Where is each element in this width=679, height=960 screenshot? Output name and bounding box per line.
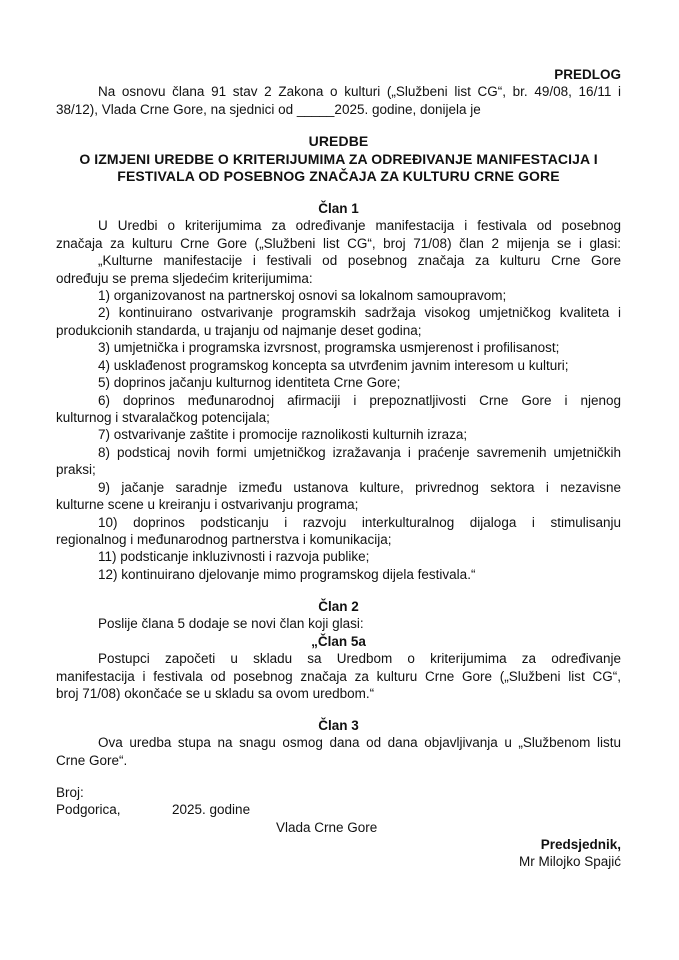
criterion-6-cont: kulturnog i stvaralačkog potencijala; [56,410,270,425]
article-2-intro: Poslije člana 5 dodaje se novi član koji glasi: [98,616,364,631]
article-2-heading: Član 2 [318,599,359,614]
criterion-6: 6) doprinos međunarodnoj afirmaciji i prepoznatljivosti Crne Gore i njenog [98,393,621,408]
preamble-line-1: Na osnovu člana 91 stav 2 Zakona o kulturi („Službeni list CG“, br. 49/08, 16/11 i [98,84,621,99]
place-label: Podgorica, [56,802,121,817]
issuer: Vlada Crne Gore [276,820,378,835]
signatory-name: Mr Milojko Spajić [518,854,621,869]
criterion-2-cont: produkcionih standarda, u trajanju od najmanje deset godina; [56,323,422,338]
decree-title-line-2: O IZMJENI UREDBE O KRITERIJUMIMA ZA ODREĐIVANJE MANIFESTACIJA I [79,151,598,167]
article-3-line: Ova uredba stupa na snagu osmog dana od dana objavljivanja u „Službenom listu [98,735,621,750]
article-2-line: broj 71/08) okončaće se u skladu sa ovom uredbom.“ [56,686,375,701]
document-number-label: Broj: [56,785,84,800]
article-1-line: značaja za kulturu Crne Gore („Službeni list CG“, broj 71/08) član 2 mijenja se i glasi: [56,236,621,251]
article-2-line: Postupci započeti u skladu sa Uredbom o kriterijumima za određivanje [98,651,621,666]
decree-title-line-1: UREDBE [308,133,369,149]
criterion-11: 11) podsticanje inkluzivnosti i razvoja publike; [98,549,370,564]
article-1-line: U Uredbi o kriterijumima za određivanje manifestacija i festivala od posebnog [98,218,621,233]
article-3-heading: Član 3 [318,718,359,733]
article-1-line: „Kulturne manifestacije i festivali od posebnog značaja za kulturu Crne Gore [98,253,621,268]
preamble-line-2: 38/12), Vlada Crne Gore, na sjednici od _____2025. godine, donijela je [56,102,481,117]
criterion-10: 10) doprinos podsticanju i razvoju interkulturalnog dijaloga i stimulisanju [98,515,621,530]
criterion-4: 4) usklađenost programskog koncepta sa utvrđenim javnim interesom u kulturi; [98,358,569,373]
criterion-12: 12) kontinuirano djelovanje mimo programskog dijela festivala.“ [98,567,476,582]
criterion-3: 3) umjetnička i programska izvrsnost, programska usmjerenost i profilisanost; [98,340,560,355]
criterion-7: 7) ostvarivanje zaštite i promocije raznolikosti kulturnih izraza; [98,427,468,442]
criterion-9-cont: kulturne scene u kreiranju i ostvarivanju programa; [56,497,359,512]
criterion-2: 2) kontinuirano ostvarivanje programskih sadržaja visokog umjetničkog kvaliteta i [98,305,621,320]
criterion-8: 8) podsticaj novih formi umjetničkog izražavanja i praćenje savremenih umjetničkih [98,445,621,460]
article-3-line: Crne Gore“. [56,753,128,768]
date-label: 2025. godine [172,802,251,817]
criterion-8-cont: praksi; [56,462,96,477]
article-1-line: određuju se prema sljedećim kriterijumima: [56,271,313,286]
decree-title-line-3: FESTIVALA OD POSEBNOG ZNAČAJA ZA KULTURU CRNE GORE [117,168,560,184]
criterion-10-cont: regionalnog i međunarodnog partnerstva i komunikacija; [56,532,392,547]
criterion-5: 5) doprinos jačanju kulturnog identiteta Crne Gore; [98,375,401,390]
signatory-title: Predsjednik, [540,837,621,852]
criterion-9: 9) jačanje saradnje između ustanova kulture, privrednog sektora i nezavisne [98,480,621,495]
criterion-1: 1) organizovanost na partnerskoj osnovi sa lokalnom samoupravom; [98,288,507,303]
article-5a-heading: „Član 5a [311,634,366,649]
article-1-heading: Član 1 [318,201,359,216]
proposal-label: PREDLOG [554,67,621,82]
article-2-line: manifestacija i festivala od posebnog značaja za kulturu Crne Gore („Službeni list CG“, [56,669,621,684]
